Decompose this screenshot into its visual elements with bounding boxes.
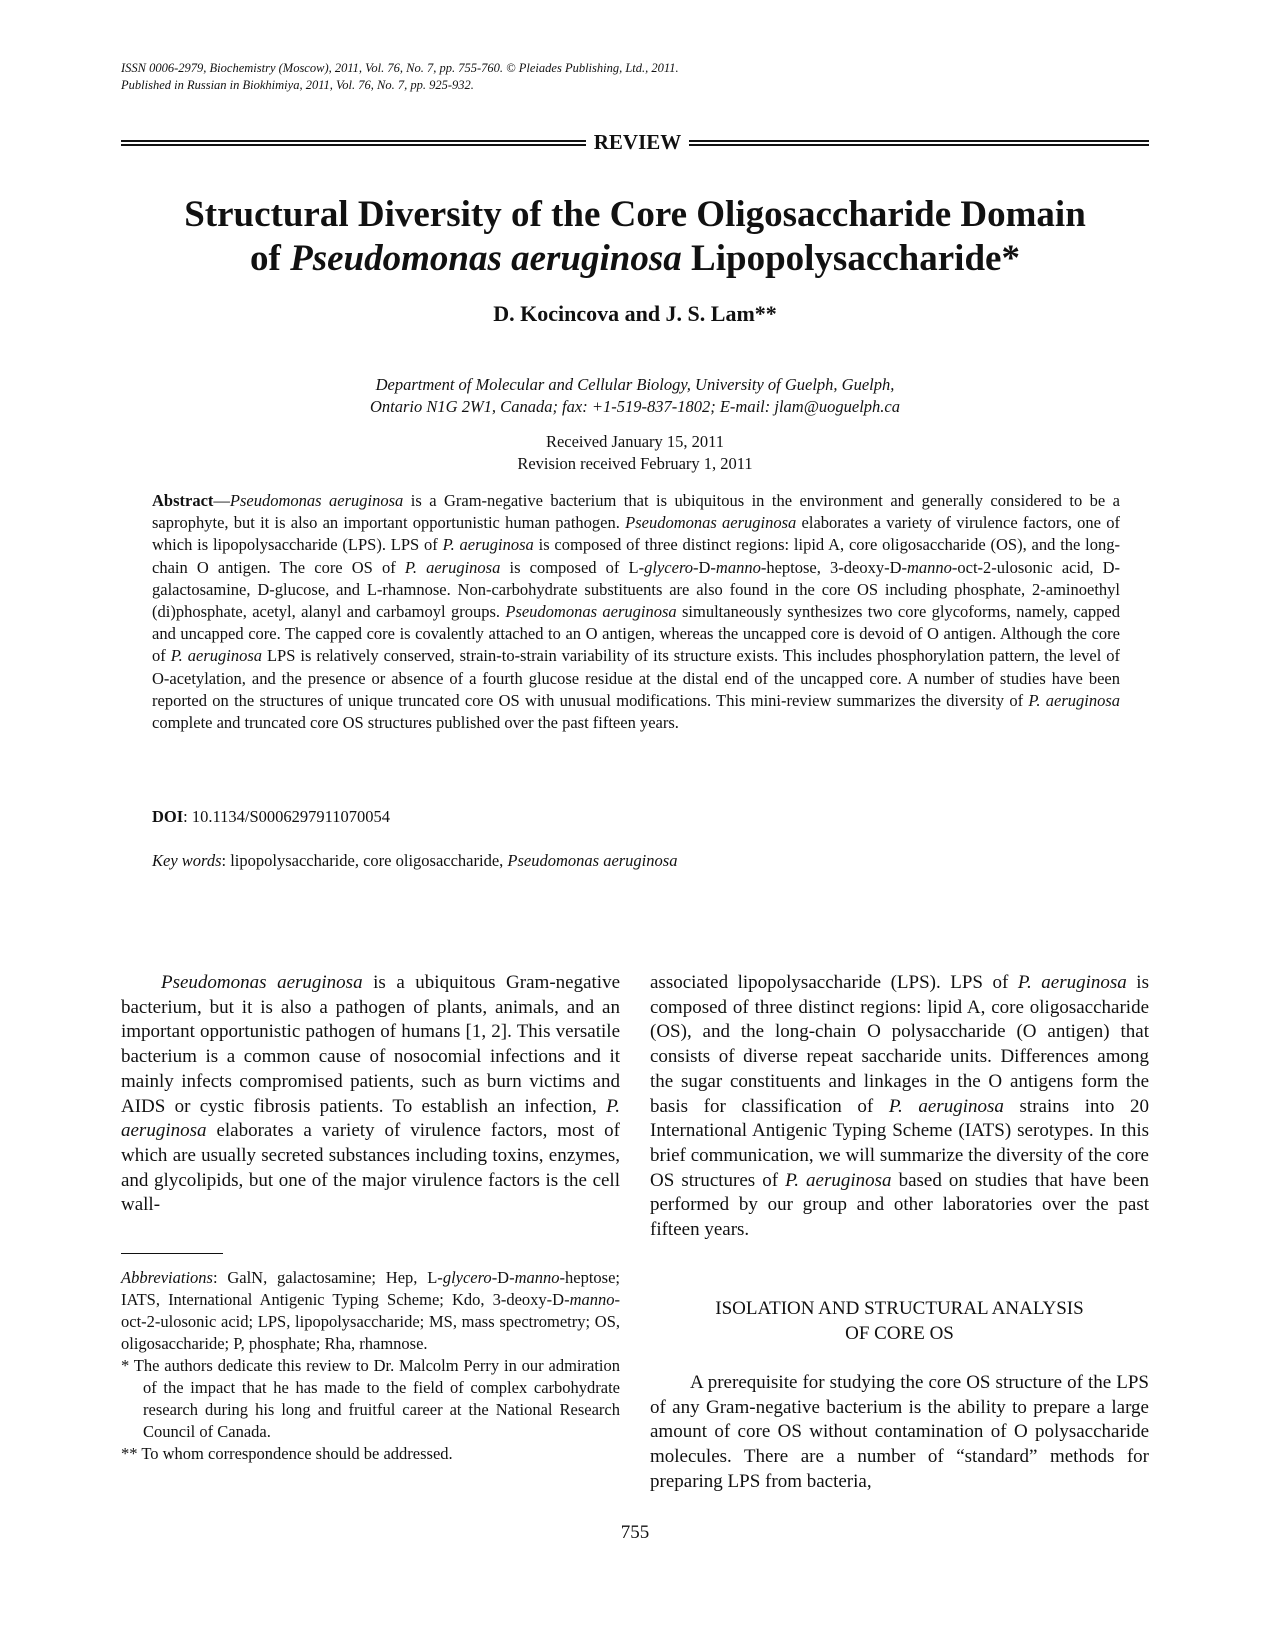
body-right-t2: P. aeruginosa: [1017, 972, 1127, 993]
keywords-italic: Pseudomonas aeruginosa: [507, 851, 678, 870]
abstract-t7: P. aeruginosa: [404, 557, 501, 577]
abstract-t19: P. aeruginosa: [1028, 690, 1121, 710]
article-title: [121, 193, 1149, 281]
doi-value[interactable]: : 10.1134/S0006297911070054: [183, 807, 391, 826]
abstract-dash: —: [213, 491, 230, 510]
abstract-t2: is a Gram-negative bacterium that is ubiquitous in the environment and generally considered to be a saprophyte, but it is also an important opportunistic human pathogen.: [152, 491, 1120, 533]
abstract-t5: P. aeruginosa: [442, 535, 534, 555]
body-left-t1: Pseudomonas aeruginosa: [161, 972, 363, 993]
title-line2-post: Lipopolysaccharide*: [681, 238, 1020, 279]
keywords-label: Key words: [152, 851, 222, 870]
body-right-t1: associated lipopolysaccharide (LPS). LPS of: [650, 972, 1018, 993]
page-number: 755: [620, 1522, 650, 1543]
body-right-column: [650, 971, 1149, 1243]
section-heading-line1: ISOLATION AND STRUCTURAL ANALYSIS: [715, 1298, 1084, 1319]
section-heading: [650, 1296, 1149, 1346]
body-right-column-2: A prerequisite for studying the core OS structure of the LPS of any Gram-negative bacterium is the ability to prepare a large amount of core OS without contamination of O polysaccharide molecules. There are a number of “standard” methods for preparing LPS from bacteria,: [650, 1372, 1149, 1492]
title-line1: Structural Diversity of the Core Oligosaccharide Domain: [184, 194, 1086, 235]
abstract-t17: P. aeruginosa: [170, 646, 263, 666]
footnote-correspondence: ** To whom correspondence should be addressed.: [121, 1444, 453, 1463]
body-left-t2: is a ubiquitous Gram-negative bacterium, but it is also a pathogen of plants, animals, and an important opportunistic pathogen of humans [1, 2]. This versatile bacterium is a common cause of nosocomial infections and it mainly infects compromised patients, such as burn victims and AIDS or cystic fibrosis patients. To establish an infection,: [121, 972, 620, 1117]
journal-header: [121, 60, 679, 94]
affiliation-line2: Ontario N1G 2W1, Canada; fax: +1-519-837-1802; E-mail: jlam@uoguelph.ca: [370, 397, 900, 416]
abstract-t10: -D-: [693, 557, 716, 577]
abstract-t8: is composed of L-: [500, 557, 645, 577]
abstract-t1: Pseudomonas aeruginosa: [229, 491, 404, 510]
abstract-t9: glycero: [644, 557, 694, 577]
keywords: [152, 850, 677, 872]
section-label: REVIEW: [593, 130, 682, 154]
section-banner: [121, 129, 1149, 159]
abstract-t11: manno: [715, 557, 761, 577]
journal-header-line1: ISSN 0006-2979, Biochemistry (Moscow), 2011, Vol. 76, No. 7, pp. 755-760. © Pleiades Publishing, Ltd., 2011.: [121, 61, 679, 75]
abstract-label: Abstract: [152, 491, 214, 510]
abbr-a2: glycero: [442, 1268, 492, 1287]
abbr-a4: manno: [514, 1268, 560, 1287]
abbr-a5: -heptose; IATS, International Antigenic Typing Scheme; Kdo, 3-deoxy-D-: [121, 1268, 620, 1309]
section-heading-line2: OF CORE OS: [845, 1323, 954, 1344]
abstract-t12: -heptose, 3-deoxy-D-: [760, 557, 907, 577]
doi-label: DOI: [152, 807, 184, 826]
received-date: Received January 15, 2011: [545, 432, 725, 451]
double-rule-right: [689, 140, 1149, 146]
abstract-t13: manno: [906, 557, 952, 577]
abbreviations-label: Abbreviations: [121, 1268, 213, 1287]
abstract-t4: elaborates a variety of virulence factors, one of which is lipopolysaccharide (LPS). LPS of: [152, 513, 1120, 555]
body-left-column: [121, 971, 620, 1218]
body-left-t4: elaborates a variety of virulence factors, most of which are usually secreted substances including toxins, enzymes, and glycolipids, but one of the major virulence factors is the cell wall-: [121, 1120, 620, 1216]
dates: [121, 431, 1149, 475]
body-right-t7: based on studies that have been performed by our group and other laboratories over the past fifteen years.: [650, 1169, 1150, 1241]
journal-header-line2: Published in Russian in Biokhimiya, 2011, Vol. 76, No. 7, pp. 925-932.: [121, 78, 474, 92]
abbreviations: [121, 1267, 620, 1355]
body-left-t3: P. aeruginosa: [121, 1095, 620, 1142]
footnote-rule: [121, 1253, 223, 1254]
abstract-t18: LPS is relatively conserved, strain-to-strain variability of its structure exists. This includes phosphorylation pattern, the level of O-acetylation, and the presence or absence of a fourth glucose residue at the distal end of the uncapped core. A number of studies have been reported on the structures of unique truncated core OS with unusual modifications. This mini-review summarizes the diversity of: [152, 646, 1121, 710]
abbr-a6: manno: [569, 1290, 615, 1309]
abbr-a3: -D-: [491, 1268, 515, 1287]
title-line2-italic: Pseudomonas aeruginosa: [290, 238, 682, 279]
affiliation-line1: Department of Molecular and Cellular Biology, University of Guelph, Guelph,: [375, 375, 895, 394]
affiliation: [121, 374, 1149, 418]
body-right-t4: P. aeruginosa: [888, 1095, 1004, 1117]
abstract: [152, 490, 1120, 734]
abstract-t6: is composed of three distinct regions: lipid A, core oligosaccharide (OS), and the long-chain O antigen. The core OS of: [152, 535, 1121, 577]
body-right-t6: P. aeruginosa: [785, 1169, 892, 1191]
keywords-value: : lipopolysaccharide, core oligosaccharide,: [221, 851, 508, 870]
double-rule-left: [121, 140, 586, 146]
revised-date: Revision received February 1, 2011: [517, 454, 753, 473]
abstract-t20: complete and truncated core OS structures published over the past fifteen years.: [152, 713, 679, 733]
abbr-a7: -oct-2-ulosonic acid; LPS, lipopolysaccharide; MS, mass spectrometry; OS, oligosaccharide; P, phosphate; Rha, rhamnose.: [121, 1290, 620, 1353]
footnotes: [121, 1267, 620, 1465]
title-line2: [121, 237, 1149, 281]
abbr-a1: : GalN, galactosamine; Hep, L-: [212, 1268, 443, 1287]
body-right-t5: strains into 20 International Antigenic Typing Scheme (IATS) serotypes. In this brief communication, we will summarize the diversity of the core OS structures of: [650, 1095, 1149, 1191]
title-line2-pre: of: [250, 238, 291, 279]
body-right-t3: is composed of three distinct regions: lipid A, core oligosaccharide (OS), and the long-chain O polysaccharide (O antigen) that consists of diverse repeat saccharide units. Differences among the sugar constituents and linkages in the O antigens form the basis for classification of: [650, 972, 1149, 1117]
abstract-t16: simultaneously synthesizes two core glycoforms, namely, capped and uncapped core. The capped core is covalently attached to an O antigen, whereas the uncapped core is devoid of O antigen. Although the core of: [152, 602, 1120, 666]
footnote-dedication: * The authors dedicate this review to Dr. Malcolm Perry in our admiration of the impact that he has made to the field of complex carbohydrate research during his long and fruitful career at the National Research Council of Canada.: [121, 1356, 620, 1441]
doi: [152, 806, 390, 828]
abstract-t15: Pseudomonas aeruginosa: [505, 602, 677, 622]
abstract-t3: Pseudomonas aeruginosa: [625, 513, 797, 533]
authors: D. Kocincova and J. S. Lam**: [493, 301, 777, 326]
abstract-t14: -oct-2-ulosonic acid, D-galactosamine, D-glucose, and L-rhamnose. Non-carbohydrate substituents are also found in the core OS including phosphate, 2-aminoethyl (di)phosphate, acetyl, alanyl and carbamoyl groups.: [152, 557, 1121, 622]
